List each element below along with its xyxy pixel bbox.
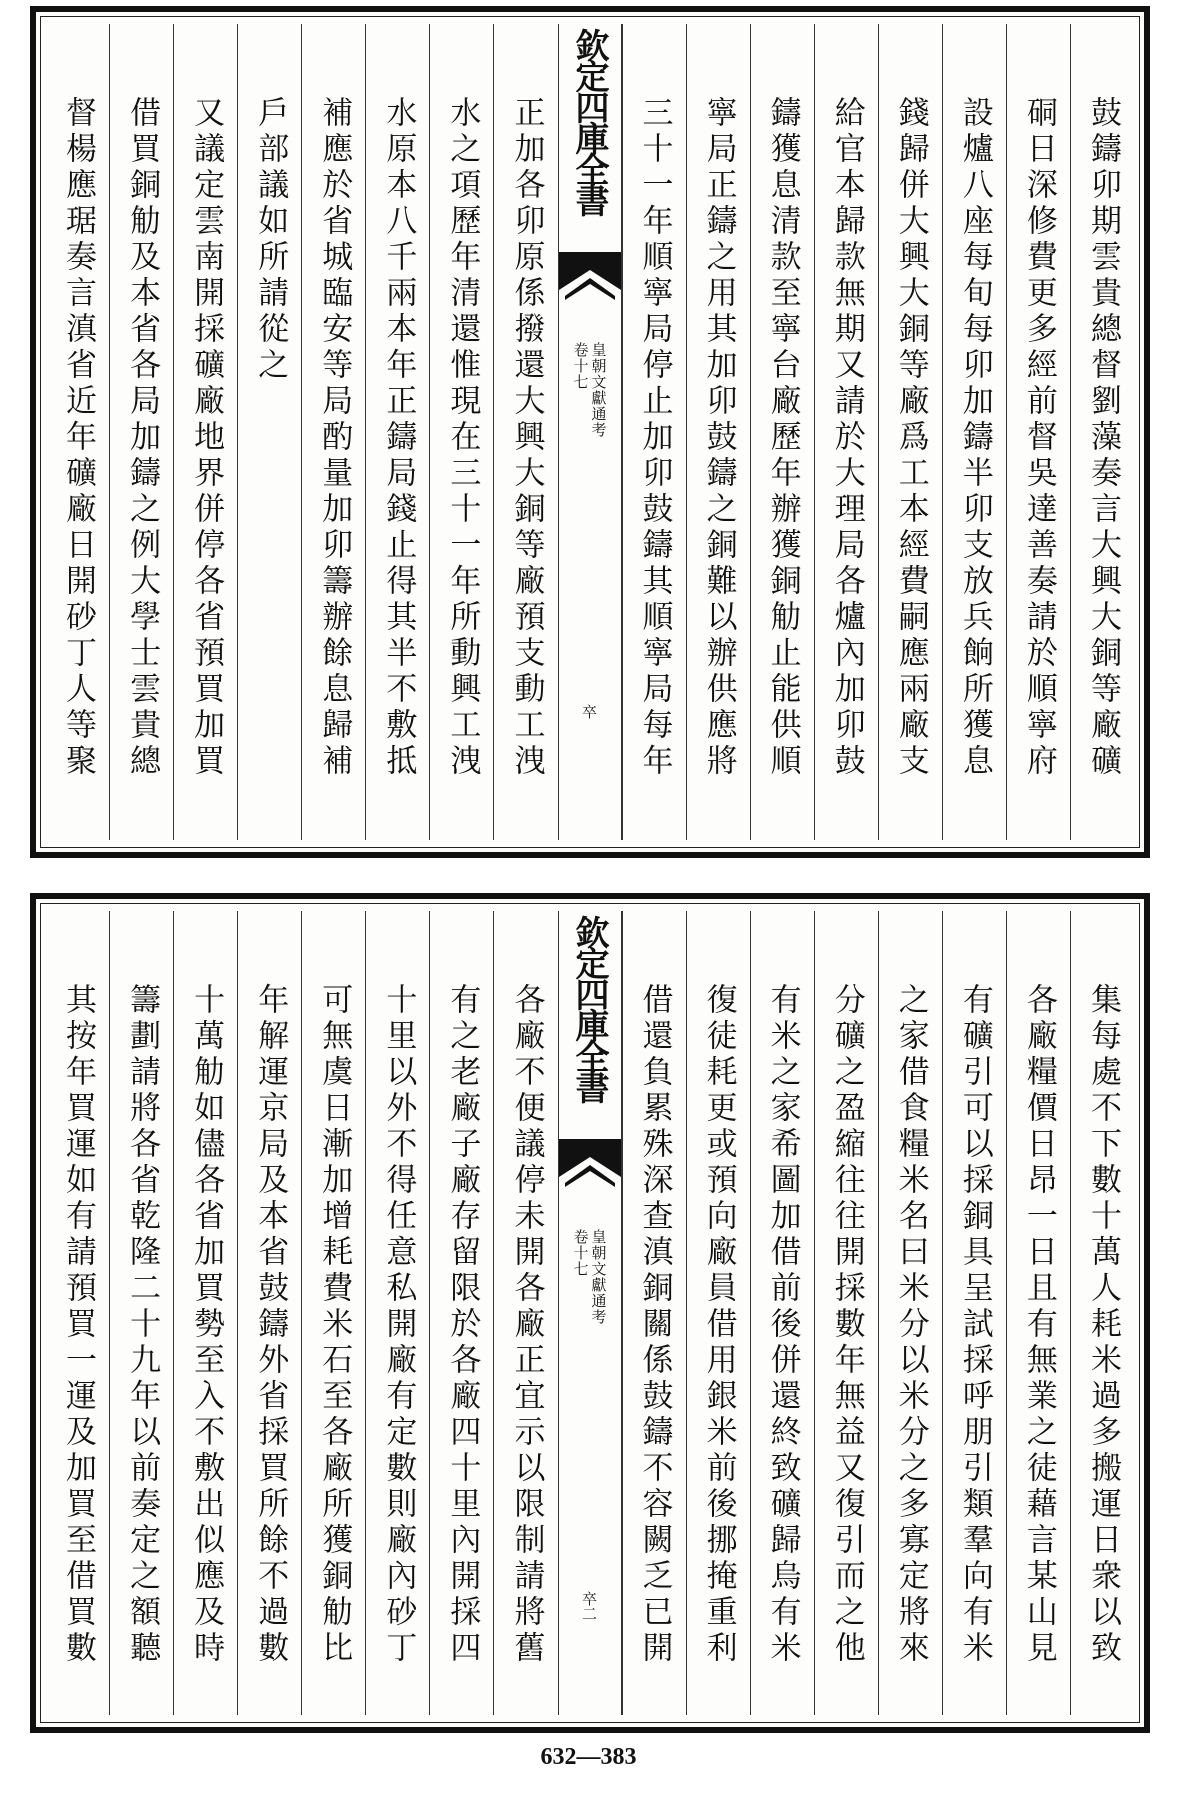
column-text: 之家借食糧米名曰米分以米分之多寡定將來 bbox=[892, 983, 929, 1667]
column-text: 籌劃請將各省乾隆二十九年以前奏定之額聽 bbox=[124, 983, 161, 1667]
column-text: 水之項歷年清還惟現在三十一年所動興工洩 bbox=[444, 96, 481, 780]
volume-label: 卷十七 bbox=[571, 342, 590, 390]
text-column bbox=[301, 911, 365, 1715]
text-column bbox=[109, 24, 173, 840]
column-text: 可無虞日漸加增耗費米石至各廠所獲銅觔比 bbox=[316, 983, 353, 1667]
text-column bbox=[46, 24, 109, 840]
text-column bbox=[173, 24, 237, 840]
column-text: 水原本八千兩本年正鑄局錢止得其半不敷抵 bbox=[380, 96, 417, 780]
text-column bbox=[1070, 911, 1134, 1715]
text-column bbox=[237, 911, 301, 1715]
center-banner bbox=[558, 24, 622, 840]
column-text: 十里以外不得任意私開廠有定數則廠內砂丁 bbox=[380, 983, 417, 1667]
column-text: 年解運京局及本省鼓鑄外省採買所餘不過數 bbox=[252, 983, 289, 1667]
column-text: 借還負累殊深查滇銅關係鼓鑄不容闕乏已開 bbox=[636, 983, 673, 1667]
text-column bbox=[365, 24, 429, 840]
text-column bbox=[686, 911, 750, 1715]
book-title: 皇朝文獻通考 bbox=[589, 342, 608, 438]
text-column bbox=[429, 911, 493, 1715]
text-column bbox=[1006, 24, 1070, 840]
column-text: 督楊應琚奏言滇省近年礦廠日開砂丁人等聚 bbox=[60, 96, 97, 780]
column-text: 寧局正鑄之用其加卯鼓鑄之銅難以辦供應將 bbox=[700, 96, 737, 780]
column-text: 硐日深修費更多經前督吳達善奏請於順寧府 bbox=[1020, 96, 1057, 780]
column-text: 三十一年順寧局停止加卯鼓鑄其順寧局每年 bbox=[636, 96, 673, 780]
text-column bbox=[814, 911, 878, 1715]
banner-title: 欽定四庫全書 bbox=[569, 28, 609, 214]
text-column bbox=[750, 911, 814, 1715]
text-column bbox=[622, 911, 686, 1715]
column-text: 各廠糧價日昂一日且有無業之徒藉言某山見 bbox=[1020, 983, 1057, 1667]
column-text: 借買銅觔及本省各局加鑄之例大學士雲貴總 bbox=[124, 96, 161, 780]
top-page bbox=[30, 6, 1150, 858]
center-banner bbox=[558, 911, 622, 1715]
text-column bbox=[109, 911, 173, 1715]
column-text: 有米之家希圖加借前後併還終致礦歸烏有米 bbox=[764, 983, 801, 1667]
banner-subtitle bbox=[572, 342, 608, 438]
leaf-number: 卒 bbox=[580, 704, 598, 719]
text-column bbox=[942, 24, 1006, 840]
text-column bbox=[46, 911, 109, 1715]
fish-tail-ornament-icon bbox=[559, 252, 621, 322]
bottom-page bbox=[30, 893, 1150, 1733]
text-column bbox=[429, 24, 493, 840]
text-column bbox=[942, 911, 1006, 1715]
text-column bbox=[493, 24, 557, 840]
text-column bbox=[622, 24, 686, 840]
column-text: 鑄獲息清款至寧台廠歷年辦獲銅觔止能供順 bbox=[764, 96, 801, 780]
book-title: 皇朝文獻通考 bbox=[589, 1229, 608, 1325]
column-text: 有之老廠子廠存留限於各廠四十里內開採四 bbox=[444, 983, 481, 1667]
banner-title: 欽定四庫全書 bbox=[569, 915, 609, 1101]
column-text: 其按年買運如有請預買一運及加買至借買數 bbox=[60, 983, 97, 1667]
column-text: 集每處不下數十萬人耗米過多搬運日衆以致 bbox=[1084, 983, 1121, 1667]
page-footer-number: 632—383 bbox=[540, 1744, 637, 1770]
text-column bbox=[878, 24, 942, 840]
text-column bbox=[173, 911, 237, 1715]
volume-label: 卷十七 bbox=[571, 1229, 590, 1277]
column-text: 錢歸併大興大銅等廠爲工本經費嗣應兩廠支 bbox=[892, 96, 929, 780]
leaf-number: 卒二 bbox=[580, 1591, 598, 1621]
top-page-columns bbox=[46, 24, 1134, 840]
column-text: 有礦引可以採銅具呈試採呼朋引類羣向有米 bbox=[956, 983, 993, 1667]
text-column bbox=[878, 911, 942, 1715]
column-text: 各廠不便議停未開各廠正宜示以限制請將舊 bbox=[508, 983, 545, 1667]
bottom-page-columns bbox=[46, 911, 1134, 1715]
column-text: 設爐八座每旬每卯加鑄半卯支放兵餉所獲息 bbox=[956, 96, 993, 780]
column-text: 復徒耗更或預向廠員借用銀米前後挪掩重利 bbox=[700, 983, 737, 1667]
text-column bbox=[686, 24, 750, 840]
column-text: 又議定雲南開採礦廠地界併停各省預買加買 bbox=[188, 96, 225, 780]
column-text: 十萬觔如儘各省加買勢至入不敷出似應及時 bbox=[188, 983, 225, 1667]
text-column bbox=[301, 24, 365, 840]
fish-tail-ornament-icon bbox=[559, 1139, 621, 1209]
text-column bbox=[750, 24, 814, 840]
text-column bbox=[237, 24, 301, 840]
banner-subtitle bbox=[572, 1229, 608, 1325]
column-text: 戶部議如所請從之 bbox=[252, 96, 289, 384]
column-text: 分礦之盈縮往往開採數年無益又復引而之他 bbox=[828, 983, 865, 1667]
column-text: 鼓鑄卯期雲貴總督劉藻奏言大興大銅等廠礦 bbox=[1084, 96, 1121, 780]
text-column bbox=[365, 911, 429, 1715]
text-column bbox=[493, 911, 557, 1715]
column-text: 給官本歸款無期又請於大理局各爐內加卯鼓 bbox=[828, 96, 865, 780]
text-column bbox=[1070, 24, 1134, 840]
column-text: 補應於省城臨安等局酌量加卯籌辦餘息歸補 bbox=[316, 96, 353, 780]
text-column bbox=[1006, 911, 1070, 1715]
text-column bbox=[814, 24, 878, 840]
column-text: 正加各卯原係撥還大興大銅等廠預支動工洩 bbox=[508, 96, 545, 780]
